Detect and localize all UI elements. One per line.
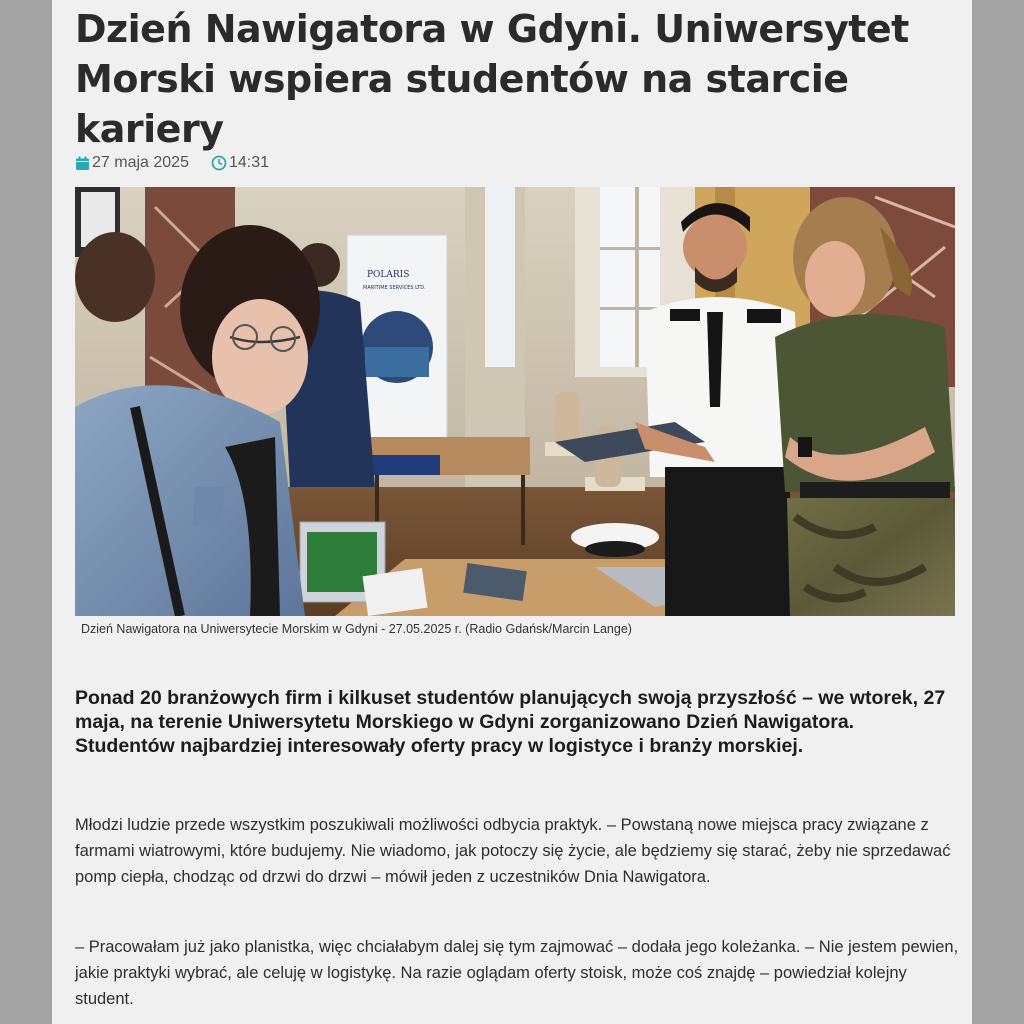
- clock-icon: [211, 155, 229, 171]
- article-paragraph: – Pracowałam już jako planistka, więc chciałabym dalej się tym zajmować – dodała jego koleżanka. – Nie jestem pewien, jakie praktyki wybrać, ale celuję w logistykę. Na razie oglądam oferty stoisk, może coś znajdę – powiedział kolejny student.: [75, 938, 959, 1008]
- photo-caption: Dzień Nawigatora na Uniwersytecie Morskim w Gdyni - 27.05.2025 r. (Radio Gdańsk/Marcin Lange): [81, 622, 632, 636]
- article-title: Dzień Nawigatora w Gdyni. Uniwersytet Morski wspiera studentów na starcie kariery: [75, 7, 909, 151]
- article-date: 27 maja 2025: [92, 154, 189, 171]
- article-lead: Ponad 20 branżowych firm i kilkuset studentów planujących swoją przyszłość – we wtorek, 27 maja, na terenie Uniwersytetu Morskiego w Gdyni zorganizowano Dzień Nawigatora. Studentów najbardziej interesowały oferty pracy w logistyce i branży morskiej.: [75, 687, 946, 757]
- article-paragraph: Młodzi ludzie przede wszystkim poszukiwali możliwości odbycia praktyk. – Powstaną nowe miejsca pracy związane z farmami wiatrowymi, które budujemy. Nie wiadomo, jak potoczy się życie, ale będziemy się starać, żeby nie sprzedawać pomp ciepła, chodząc od drzwi do drzwi – mówił jeden z uczestników Dnia Nawigatora.: [75, 816, 951, 886]
- date-item: [75, 154, 189, 172]
- article-page: [52, 0, 972, 1024]
- calendar-icon: [75, 156, 92, 171]
- banner-brand: POLARIS: [367, 270, 410, 280]
- article-photo: [75, 187, 955, 616]
- article-meta: [75, 151, 291, 175]
- time-item: [211, 154, 269, 172]
- article-time: 14:31: [228, 154, 270, 171]
- banner-sub: MARITIME SERVICES LTD.: [363, 285, 426, 291]
- photo-illustration: [75, 187, 955, 616]
